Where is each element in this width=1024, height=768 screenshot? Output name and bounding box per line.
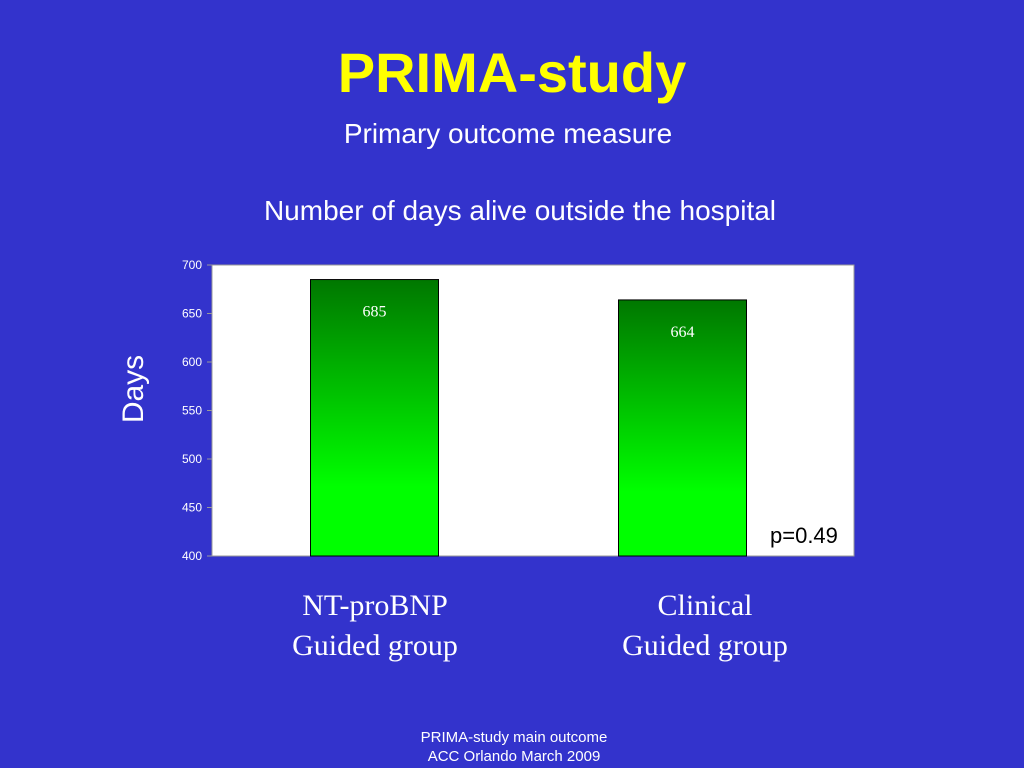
- y-tick-label: 650: [181, 306, 202, 321]
- bar-value-label: 685: [362, 303, 387, 321]
- category-label-line2: Guided group: [292, 629, 458, 662]
- category-label-clinical: [585, 586, 825, 666]
- footer: [0, 728, 1024, 766]
- category-label-line2: Guided group: [622, 629, 788, 662]
- bar-0: [311, 280, 439, 556]
- slide-subtitle: Primary outcome measure: [343, 118, 673, 149]
- category-label-line1: Clinical: [657, 589, 753, 622]
- bar-value-label: 664: [670, 323, 695, 341]
- y-tick-label: 450: [181, 500, 202, 515]
- slide-title: PRIMA-study: [337, 41, 687, 104]
- category-label-nt-probnp: [255, 586, 495, 666]
- y-tick-label: 550: [181, 403, 202, 418]
- y-tick-label: 600: [181, 355, 202, 369]
- footer-line-2: ACC Orlando March 2009: [427, 748, 601, 765]
- footer-line-1: PRIMA-study main outcome: [420, 729, 608, 746]
- y-axis-label: Days: [117, 354, 150, 424]
- y-tick-label: 500: [181, 452, 202, 466]
- y-tick-label: 400: [181, 549, 202, 563]
- plot-area: [212, 265, 854, 556]
- chart-title: Number of days alive outside the hospital: [263, 195, 777, 226]
- y-tick-label: 700: [181, 258, 202, 272]
- p-value-annotation: p=0.49: [770, 523, 838, 548]
- category-label-line1: NT-proBNP: [302, 589, 448, 622]
